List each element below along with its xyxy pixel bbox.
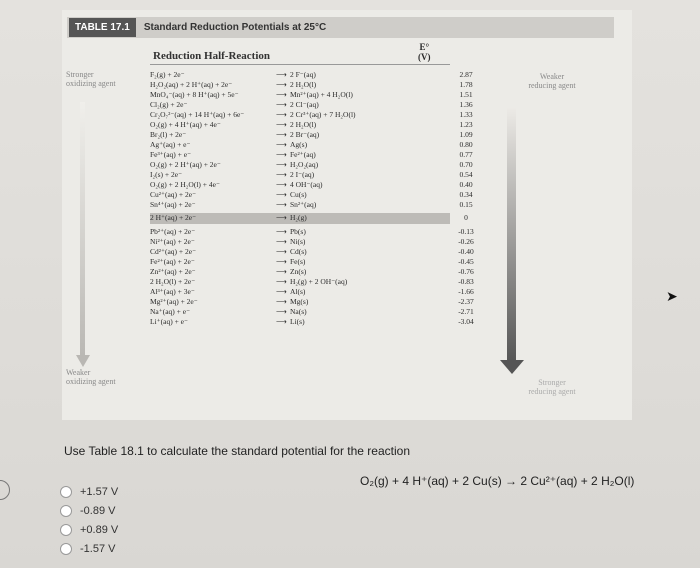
potential-value: -3.04 xyxy=(458,317,474,326)
answer-options xyxy=(60,482,118,558)
reaction-arrow-icon: ⟶ xyxy=(276,100,287,109)
reaction-row xyxy=(150,170,473,180)
potential-value: 0 xyxy=(464,213,468,222)
potential-value: 0.54 xyxy=(459,170,473,179)
radio-icon[interactable] xyxy=(60,543,72,555)
half-reaction-products: Zn(s) xyxy=(290,267,307,276)
e-header xyxy=(418,42,431,62)
stronger-oxidizing-label: Stronger oxidizing agent xyxy=(66,70,116,88)
potential-value: -0.83 xyxy=(458,277,474,286)
half-reaction-reactants: 2 H₂O(l) + 2e⁻ xyxy=(150,277,196,286)
reaction-arrow-icon: ⟶ xyxy=(276,190,287,199)
reaction-row xyxy=(150,120,473,130)
reaction-row xyxy=(150,307,474,317)
half-reaction-products: H₂(g) + 2 OH⁻(aq) xyxy=(290,277,348,286)
table-header xyxy=(67,17,614,38)
reaction-row xyxy=(150,287,474,297)
reaction-arrow-icon: ⟶ xyxy=(276,140,287,149)
reaction-arrow-icon: ⟶ xyxy=(276,70,287,79)
half-reaction-products: Al(s) xyxy=(290,287,306,296)
reaction-arrow-icon: ⟶ xyxy=(276,130,287,139)
answer-option-label: +0.89 V xyxy=(80,523,119,536)
half-reaction-reactants: H₂O₂(aq) + 2 H⁺(aq) + 2e⁻ xyxy=(150,80,233,89)
potential-value: 1.51 xyxy=(459,90,473,99)
reaction-row xyxy=(150,277,474,287)
reaction-row xyxy=(150,317,474,327)
half-reaction-products: 4 OH⁻(aq) xyxy=(290,180,323,189)
reaction-arrow-icon: ⟶ xyxy=(276,297,287,306)
oxidizing-strength-arrow xyxy=(80,102,85,360)
half-reaction-products: 2 Cl⁻(aq) xyxy=(290,100,319,109)
reaction-row xyxy=(150,247,474,257)
reaction-row xyxy=(150,70,473,80)
half-reaction-products: 2 I⁻(aq) xyxy=(290,170,315,179)
half-reaction-products: Mn²⁺(aq) + 4 H₂O(l) xyxy=(290,90,353,99)
reaction-row xyxy=(150,110,473,120)
weaker-oxidizing-label: Weaker oxidizing agent xyxy=(66,368,116,386)
reaction-arrow-icon: ⟶ xyxy=(276,247,287,256)
half-reaction-products: 2 H₂O(l) xyxy=(290,80,317,89)
reaction-arrow-icon: ⟶ xyxy=(276,90,287,99)
half-reaction-reactants: Br₂(l) + 2e⁻ xyxy=(150,130,187,139)
potential-value: -1.66 xyxy=(458,287,474,296)
potential-value: 0.80 xyxy=(459,140,473,149)
half-reaction-reactants: Na⁺(aq) + e⁻ xyxy=(150,307,191,316)
reducing-strength-arrow xyxy=(507,108,516,363)
reducing-arrow-head xyxy=(500,360,524,374)
half-reaction-reactants: Mg²⁺(aq) + 2e⁻ xyxy=(150,297,198,306)
half-reaction-products: Ag(s) xyxy=(290,140,308,149)
potential-value: 1.23 xyxy=(459,120,473,129)
potential-value: -0.45 xyxy=(458,257,474,266)
reaction-arrow-icon: ⟶ xyxy=(276,277,287,286)
reaction-row xyxy=(150,150,473,160)
reaction-arrow-icon: ⟶ xyxy=(276,180,287,189)
potential-value: -2.71 xyxy=(458,307,474,316)
potential-value: -0.76 xyxy=(458,267,474,276)
answer-option[interactable] xyxy=(60,501,118,520)
half-reaction-products: H₂(g) xyxy=(290,213,307,222)
half-reaction-products: 2 Cr³⁺(aq) + 7 H₂O(l) xyxy=(290,110,356,119)
reaction-arrow-icon: ⟶ xyxy=(276,110,287,119)
reaction-row xyxy=(150,100,473,110)
e-header-symbol: E° xyxy=(419,42,430,52)
question-reaction: O₂(g) + 4 H⁺(aq) + 2 Cu(s) → 2 Cu²⁺(aq) + 2 H₂O(l) xyxy=(360,474,635,488)
half-reaction-reactants: O₂(g) + 4 H⁺(aq) + 4e⁻ xyxy=(150,120,221,129)
half-reaction-reactants: 2 H⁺(aq) + 2e⁻ xyxy=(150,213,197,222)
column-header: Reduction Half-Reaction xyxy=(153,50,271,62)
half-reaction-reactants: Zn²⁺(aq) + 2e⁻ xyxy=(150,267,196,276)
half-reaction-reactants: Li⁺(aq) + e⁻ xyxy=(150,317,188,326)
potential-value: 1.33 xyxy=(459,110,473,119)
half-reaction-reactants: Cr₂O₇²⁻(aq) + 14 H⁺(aq) + 6e⁻ xyxy=(150,110,245,119)
reaction-row xyxy=(150,190,473,200)
half-reaction-reactants: O₂(g) + 2 H⁺(aq) + 2e⁻ xyxy=(150,160,221,169)
potential-value: 0.40 xyxy=(459,180,473,189)
reaction-arrow-icon: ⟶ xyxy=(276,317,287,326)
half-reaction-products: Na(s) xyxy=(290,307,307,316)
reaction-row xyxy=(150,160,473,170)
potential-value: -2.37 xyxy=(458,297,474,306)
half-reaction-reactants: Pb²⁺(aq) + 2e⁻ xyxy=(150,227,196,236)
mouse-cursor-icon: ➤ xyxy=(666,288,678,304)
reaction-row xyxy=(150,140,473,150)
reaction-row xyxy=(150,213,468,224)
half-reaction-products: Pb(s) xyxy=(290,227,306,236)
potential-value: 0.70 xyxy=(459,160,473,169)
half-reaction-reactants: I₂(s) + 2e⁻ xyxy=(150,170,183,179)
reaction-row xyxy=(150,130,473,140)
half-reaction-reactants: Ni²⁺(aq) + 2e⁻ xyxy=(150,237,195,246)
stronger-reducing-label: Stronger reducing agent xyxy=(528,378,576,396)
half-reaction-products: Fe(s) xyxy=(290,257,306,266)
oxidizing-arrow-head xyxy=(76,355,90,367)
half-reaction-products: Fe²⁺(aq) xyxy=(290,150,316,159)
reaction-arrow-icon: ⟶ xyxy=(276,120,287,129)
half-reaction-reactants: MnO₄⁻(aq) + 8 H⁺(aq) + 5e⁻ xyxy=(150,90,239,99)
half-reaction-reactants: Cl₂(g) + 2e⁻ xyxy=(150,100,188,109)
potential-value: -0.40 xyxy=(458,247,474,256)
half-reaction-reactants: Cd²⁺(aq) + 2e⁻ xyxy=(150,247,197,256)
table-tag: TABLE 17.1 xyxy=(69,18,136,37)
reaction-arrow-icon: ⟶ xyxy=(276,170,287,179)
radio-icon[interactable] xyxy=(60,524,72,536)
potential-value: 2.87 xyxy=(459,70,473,79)
half-reaction-products: Ni(s) xyxy=(290,237,306,246)
potential-value: 0.34 xyxy=(459,190,473,199)
half-reaction-reactants: Cu²⁺(aq) + 2e⁻ xyxy=(150,190,197,199)
half-reaction-products: 2 F⁻(aq) xyxy=(290,70,316,79)
reaction-arrow-icon: ⟶ xyxy=(276,287,287,296)
reaction-row xyxy=(150,257,474,267)
half-reaction-products: H₂O₂(aq) xyxy=(290,160,319,169)
e-header-unit: (V) xyxy=(418,52,431,62)
answer-option[interactable] xyxy=(60,539,118,558)
half-reaction-products: Sn²⁺(aq) xyxy=(290,200,317,209)
answer-option[interactable] xyxy=(60,482,118,501)
reaction-row xyxy=(150,237,474,247)
reaction-row xyxy=(150,267,474,277)
half-reaction-products: Mg(s) xyxy=(290,297,309,306)
potential-value: 0.77 xyxy=(459,150,473,159)
answer-option[interactable] xyxy=(60,520,118,539)
reaction-row xyxy=(150,180,473,190)
reaction-arrow-icon: ⟶ xyxy=(276,237,287,246)
half-reaction-products: Cd(s) xyxy=(290,247,307,256)
half-reaction-reactants: Fe³⁺(aq) + e⁻ xyxy=(150,150,192,159)
potential-value: 1.09 xyxy=(459,130,473,139)
half-reaction-reactants: Ag⁺(aq) + e⁻ xyxy=(150,140,191,149)
half-reaction-reactants: Fe²⁺(aq) + 2e⁻ xyxy=(150,257,195,266)
half-reaction-reactants: Al³⁺(aq) + 3e⁻ xyxy=(150,287,195,296)
half-reaction-reactants: F₂(g) + 2e⁻ xyxy=(150,70,185,79)
reaction-arrow-icon: ⟶ xyxy=(276,257,287,266)
radio-icon[interactable] xyxy=(60,505,72,517)
table-title: Standard Reduction Potentials at 25°C xyxy=(143,22,327,33)
half-reaction-products: Li(s) xyxy=(290,317,305,326)
half-reaction-products: Cu(s) xyxy=(290,190,307,199)
radio-icon[interactable] xyxy=(60,486,72,498)
question-prompt: Use Table 18.1 to calculate the standard potential for the reaction xyxy=(64,444,411,458)
reaction-arrow-icon: ⟶ xyxy=(276,150,287,159)
answer-option-label: +1.57 V xyxy=(80,485,119,498)
weaker-reducing-label: Weaker reducing agent xyxy=(528,72,576,90)
half-reaction-reactants: Sn⁴⁺(aq) + 2e⁻ xyxy=(150,200,196,209)
reaction-arrow-icon: ⟶ xyxy=(276,160,287,169)
reaction-arrow-icon: ⟶ xyxy=(276,80,287,89)
reaction-arrow-icon: ⟶ xyxy=(276,200,287,209)
header-divider xyxy=(150,64,450,65)
reaction-arrow-icon: ⟶ xyxy=(276,227,287,236)
reaction-row xyxy=(150,227,474,237)
half-reaction-reactants: O₂(g) + 2 H₂O(l) + 4e⁻ xyxy=(150,180,220,189)
answer-option-label: -1.57 V xyxy=(80,542,116,555)
potential-value: 1.36 xyxy=(459,100,473,109)
partial-radio-icon xyxy=(0,480,10,500)
reaction-row xyxy=(150,80,473,90)
potential-value: 0.15 xyxy=(459,200,473,209)
half-reaction-products: 2 H₂O(l) xyxy=(290,120,317,129)
reaction-arrow-icon: ⟶ xyxy=(276,213,287,222)
half-reaction-products: 2 Br⁻(aq) xyxy=(290,130,320,139)
reaction-arrow-icon: ⟶ xyxy=(276,267,287,276)
potential-value: 1.78 xyxy=(459,80,473,89)
reaction-row xyxy=(150,297,474,307)
potential-value: -0.26 xyxy=(458,237,474,246)
reaction-arrow-icon: ⟶ xyxy=(276,307,287,316)
reduction-table-body xyxy=(150,70,474,327)
reaction-row xyxy=(150,90,473,100)
answer-option-label: -0.89 V xyxy=(80,504,116,517)
reaction-row xyxy=(150,200,473,210)
potential-value: -0.13 xyxy=(458,227,474,236)
